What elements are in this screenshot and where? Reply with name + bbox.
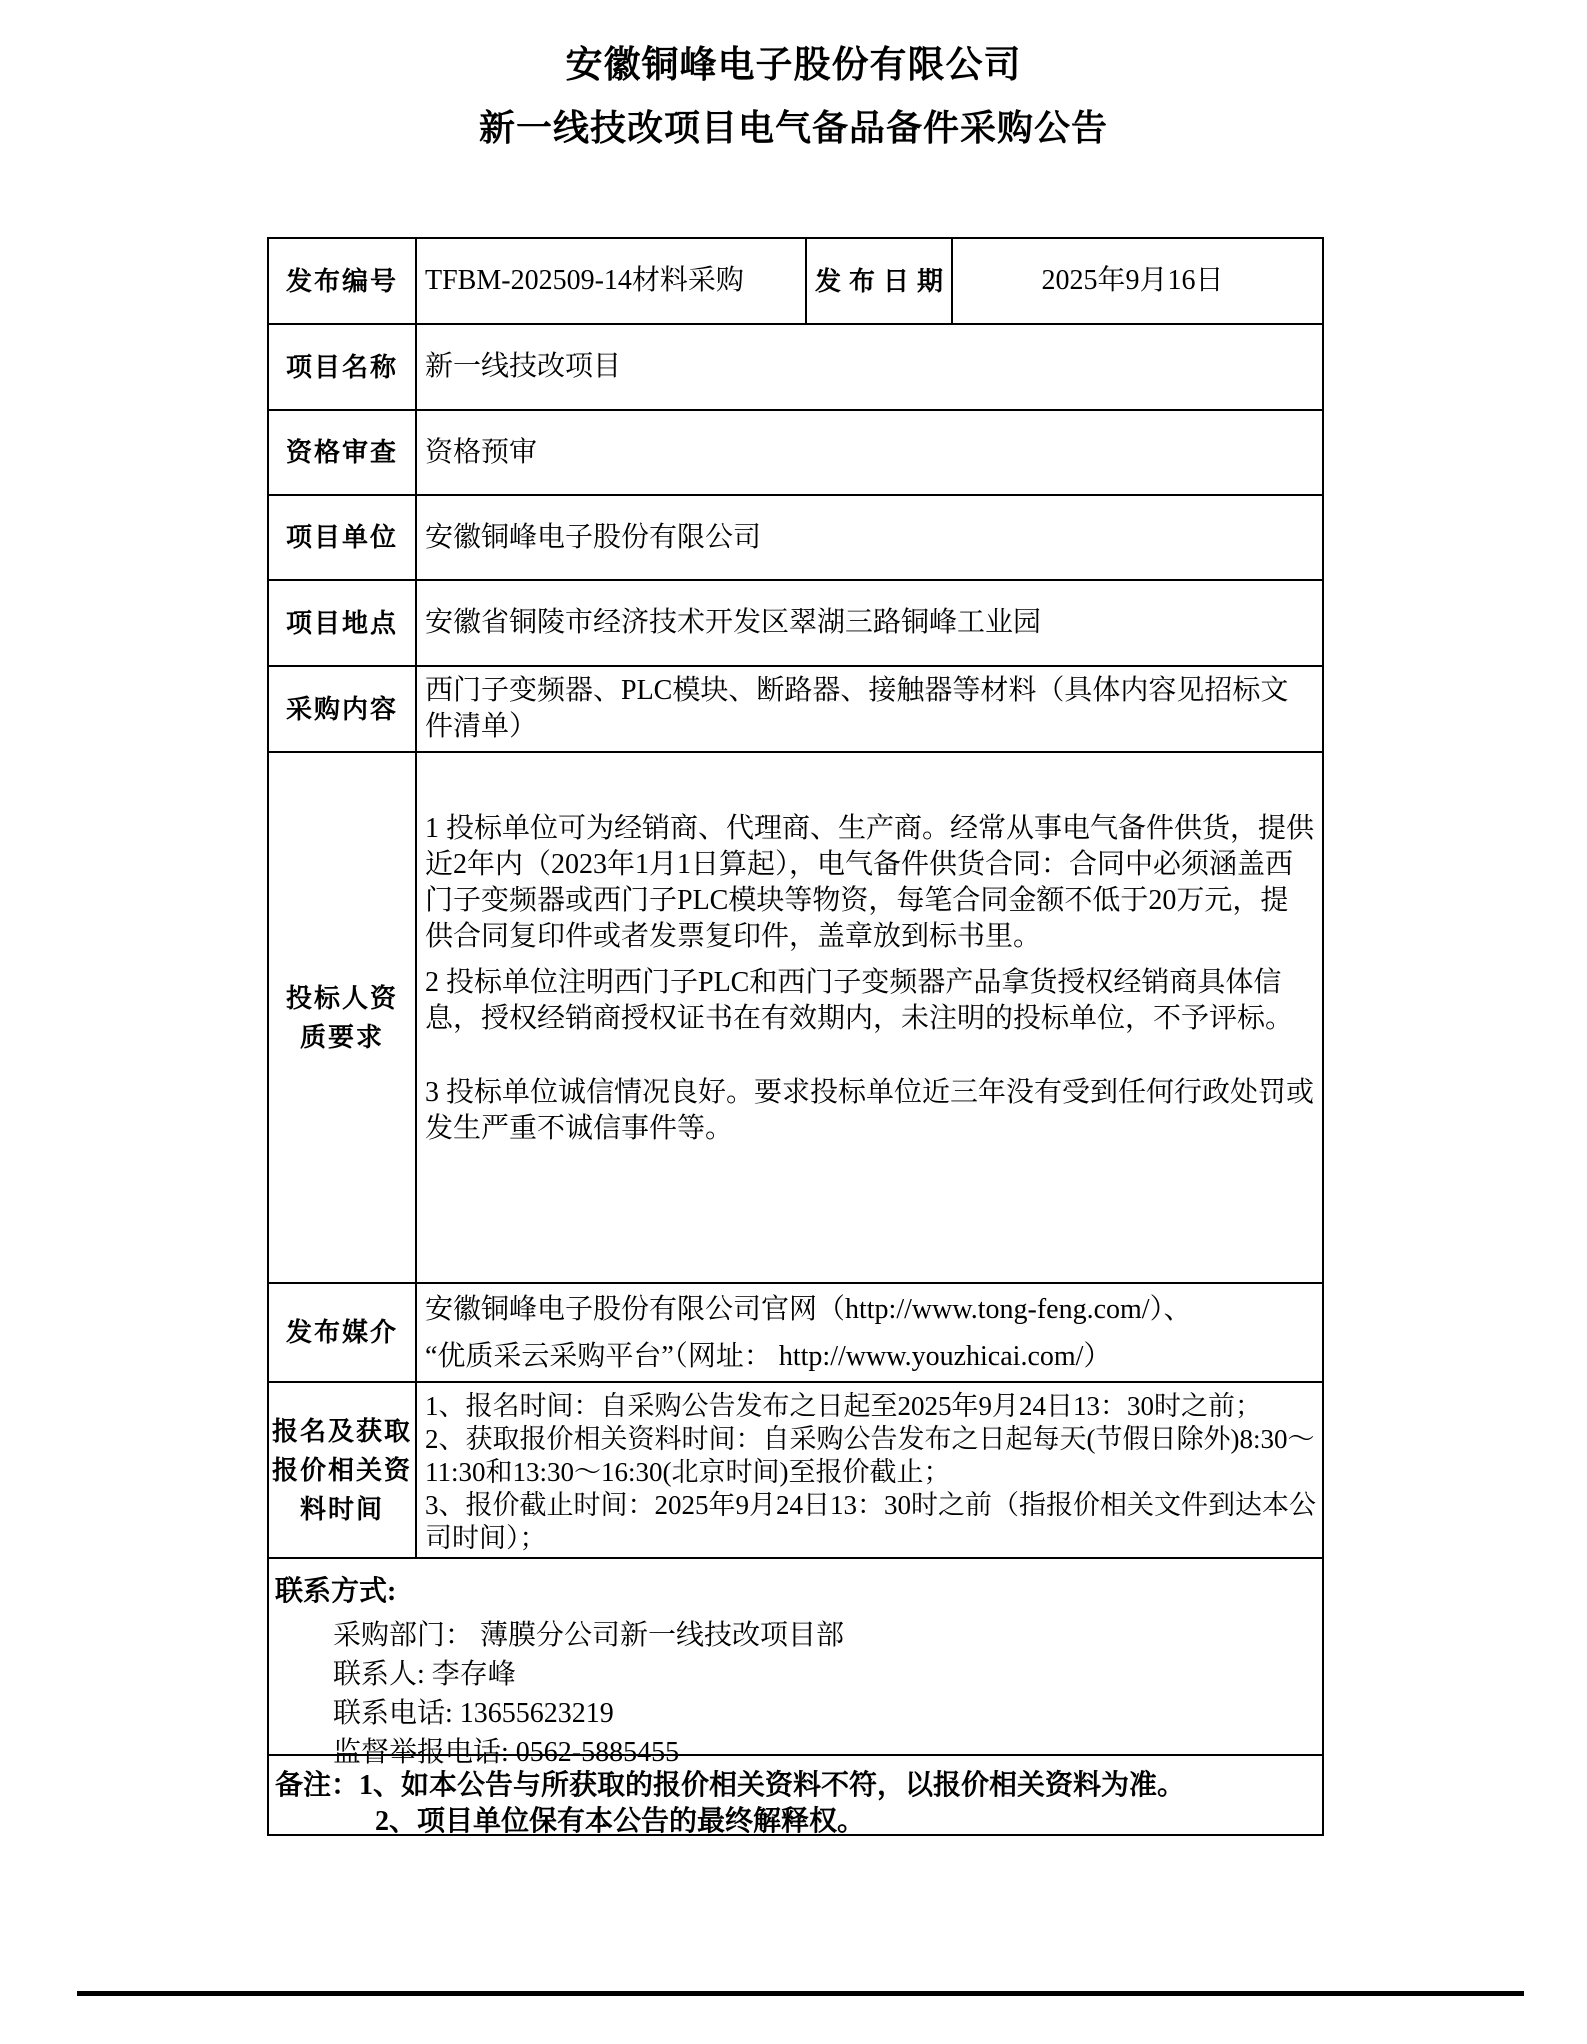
schedule-label	[269, 1383, 417, 1557]
bidder-qualification-label-line1: 投标人资	[285, 983, 398, 1013]
publish-date-label: 发布日期	[807, 239, 953, 323]
schedule-value	[417, 1383, 1322, 1557]
publish-number-label: 发布编号	[269, 239, 417, 323]
remark-line-1: 备注：1、如本公告与所获取的报价相关资料不符，以报价相关资料为准。	[275, 1770, 1186, 1801]
contact-report-phone: 监督举报电话: 0562-5885455	[333, 1737, 680, 1768]
schedule-label-line1: 报名及获取	[271, 1416, 412, 1446]
qualification-review-label: 资格审查	[269, 411, 417, 494]
table-row-project-name	[269, 325, 1322, 411]
project-unit-label: 项目单位	[269, 496, 417, 579]
remarks-cell	[269, 1756, 1322, 1837]
table-row-project-location	[269, 581, 1322, 667]
publish-date-value: 2025年9月16日	[1041, 265, 1224, 296]
contact-cell	[269, 1559, 1322, 1768]
table-row-schedule	[269, 1383, 1322, 1559]
project-name-value: 新一线技改项目	[425, 351, 622, 382]
publish-number-value: TFBM-202509-14材料采购	[417, 239, 807, 323]
project-location-value: 安徽省铜陵市经济技术开发区翠湖三路铜峰工业园	[425, 607, 1042, 638]
schedule-label-line2: 报价相关资	[271, 1455, 412, 1485]
table-row-publish	[269, 239, 1322, 325]
contact-department: 采购部门： 薄膜分公司新一线技改项目部	[333, 1620, 845, 1651]
schedule-item-3: 3、报价截止时间：2025年9月24日13：30时之前（指报价相关文件到达本公司时间）；	[425, 1490, 1316, 1553]
publish-media-value	[417, 1284, 1322, 1381]
contact-heading: 联系方式:	[275, 1576, 397, 1607]
publish-media-line2: “优质采云采购平台”（网址： http://www.youzhicai.com/）	[425, 1340, 1112, 1372]
table-row-publish-media	[269, 1284, 1322, 1383]
contact-person: 联系人: 李存峰	[333, 1659, 516, 1690]
project-location-label: 项目地点	[269, 581, 417, 665]
table-row-procurement-content	[269, 667, 1322, 753]
contact-phone: 联系电话: 13655623219	[333, 1698, 614, 1729]
procurement-content-label: 采购内容	[269, 667, 417, 751]
page-footer-rule	[77, 1991, 1524, 1996]
qualification-review-value: 资格预审	[425, 436, 538, 468]
table-row-qualification-review	[269, 411, 1322, 496]
remark-line-2: 2、项目单位保有本公告的最终解释权。	[375, 1806, 866, 1837]
bidder-qualification-label	[269, 753, 417, 1282]
bidder-qualification-label-line2: 质要求	[299, 1022, 384, 1052]
schedule-item-2: 2、获取报价相关资料时间：自采购公告发布之日起每天(节假日除外)8:30～11:30和13:30～16:30(北京时间)至报价截止；	[425, 1424, 1315, 1487]
qualification-paragraph-3: 3 投标单位诚信情况良好。要求投标单位近三年没有受到任何行政处罚或发生严重不诚信事件等。	[425, 1077, 1315, 1144]
table-row-bidder-qualification	[269, 753, 1322, 1284]
project-name-label: 项目名称	[269, 325, 417, 409]
publish-media-label: 发布媒介	[269, 1284, 417, 1381]
bidder-qualification-value	[417, 753, 1322, 1282]
procurement-content-value: 西门子变频器、PLC模块、断路器、接触器等材料（具体内容见招标文件清单）	[425, 675, 1289, 742]
table-row-remarks	[269, 1756, 1322, 1837]
document-title: 安徽铜峰电子股份有限公司	[565, 44, 1022, 85]
qualification-paragraph-2: 2 投标单位注明西门子PLC和西门子变频器产品拿货授权经销商具体信息，授权经销商授权证书在有效期内，未注明的投标单位，不予评标。	[425, 967, 1294, 1034]
schedule-label-line3: 料时间	[299, 1494, 384, 1524]
table-row-project-unit	[269, 496, 1322, 581]
table-row-contact	[269, 1559, 1322, 1768]
document-subtitle: 新一线技改项目电气备品备件采购公告	[478, 107, 1108, 148]
project-unit-value: 安徽铜峰电子股份有限公司	[425, 521, 762, 553]
qualification-paragraph-1: 1 投标单位可为经销商、代理商、生产商。经常从事电气备件供货，提供近2年内（2023年1月1日算起），电气备件供货合同：合同中必须涵盖西门子变频器或西门子PLC模块等物资，每笔合同金额不低于20万元，提供合同复印件或者发票复印件，盖章放到标书里。	[425, 813, 1315, 952]
announcement-table	[267, 237, 1324, 1836]
schedule-item-1: 1、报名时间：自采购公告发布之日起至2025年9月24日13：30时之前；	[425, 1391, 1262, 1421]
publish-media-line1: 安徽铜峰电子股份有限公司官网（http://www.tong-feng.com/）、	[425, 1293, 1192, 1325]
